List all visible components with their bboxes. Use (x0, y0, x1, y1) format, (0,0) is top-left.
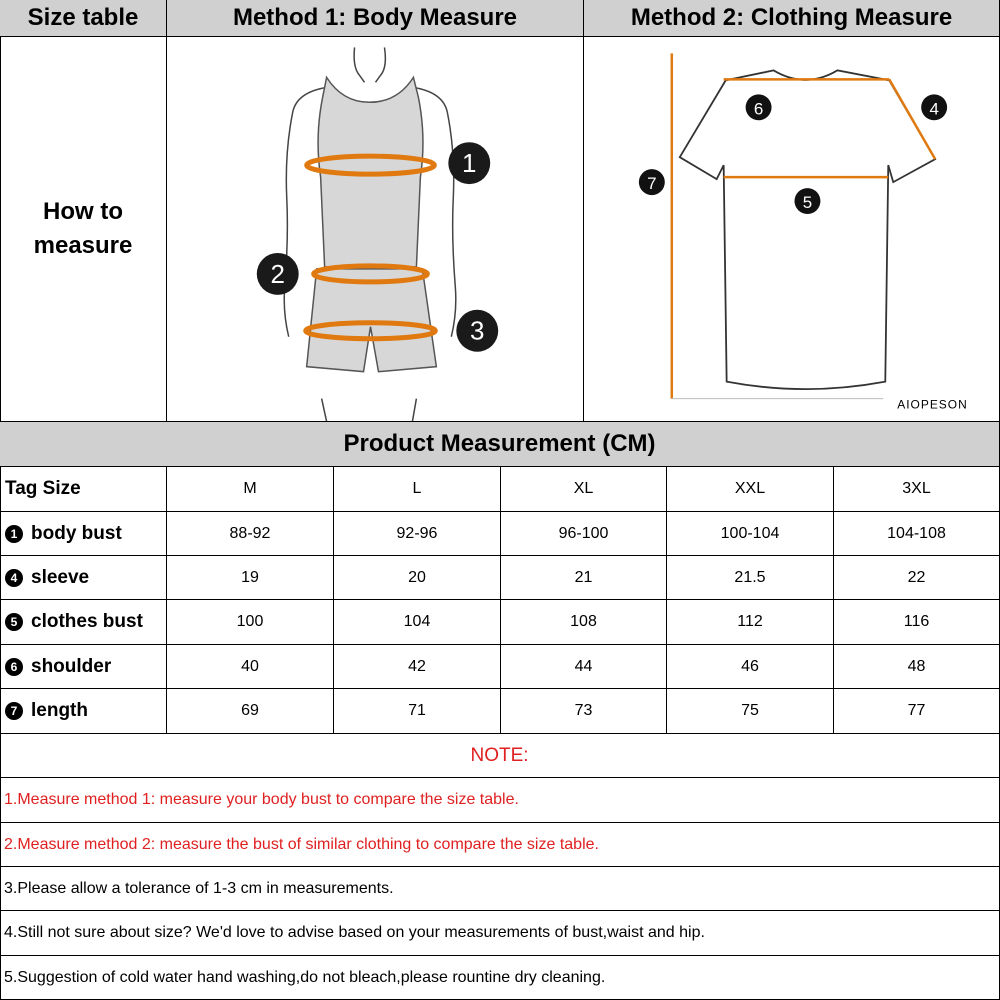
cell-value: 96-100 (558, 524, 609, 542)
number-badge: 7 (5, 702, 23, 720)
row-label-text: shoulder (31, 655, 112, 677)
table-cell (167, 645, 334, 689)
row-label-text: body bust (31, 522, 122, 544)
marker-5-label: 5 (802, 192, 813, 212)
table-cell (501, 689, 667, 734)
table-cell (834, 512, 1000, 556)
note-item (0, 911, 1000, 956)
table-cell (834, 689, 1000, 734)
table-cell (167, 689, 334, 734)
table-cell (834, 645, 1000, 689)
how-to-line2: measure (33, 232, 133, 259)
row-label-shoulder (0, 645, 167, 689)
table-cell (834, 556, 1000, 600)
method1-label: Method 1: Body Measure (232, 4, 518, 31)
note-text: 5.Suggestion of cold water hand washing,do not bleach,please rountine dry cleaning. (4, 968, 606, 986)
tag-size-header (0, 467, 167, 512)
table-cell (667, 689, 834, 734)
size-header-label: XL (573, 480, 594, 497)
marker-7-label: 7 (647, 173, 657, 193)
cell-value: 46 (741, 657, 759, 675)
size-header (501, 467, 667, 512)
number-badge: 1 (5, 525, 23, 543)
cell-value: 112 (737, 613, 763, 630)
row-label-sleeve (0, 556, 167, 600)
table-cell (501, 556, 667, 600)
number-badge: 6 (5, 658, 23, 676)
cell-value: 88-92 (229, 524, 271, 542)
method2-label: Method 2: Clothing Measure (630, 4, 953, 31)
size-header-label: M (243, 480, 257, 497)
size-table-label: Size table (27, 4, 139, 31)
cell-value: 40 (241, 657, 259, 675)
cell-value: 20 (408, 568, 426, 586)
table-cell (501, 600, 667, 645)
size-header (834, 467, 1000, 512)
table-cell (667, 512, 834, 556)
note-title-text: NOTE: (470, 744, 529, 766)
cell-value: 73 (574, 702, 593, 719)
table-cell (667, 600, 834, 645)
tag-size-label: Tag Size (5, 478, 81, 499)
cell-value: 48 (907, 657, 926, 675)
size-header-label: XXL (734, 480, 766, 497)
size-header (667, 467, 834, 512)
table-cell (167, 556, 334, 600)
table-cell (667, 645, 834, 689)
note-title (0, 734, 1000, 778)
table-cell (501, 512, 667, 556)
note-item (0, 956, 1000, 1000)
table-cell (334, 512, 501, 556)
cell-value: 77 (907, 702, 926, 719)
how-to-measure-cell (0, 37, 167, 422)
row-label-text: length (31, 700, 88, 721)
clothing-measure-figure (584, 37, 1000, 422)
body-measure-figure (167, 37, 584, 422)
size-table-header (0, 0, 167, 37)
row-label-clothes-bust (0, 600, 167, 645)
row-label-text: clothes bust (31, 611, 143, 632)
note-text: 3.Please allow a tolerance of 1-3 cm in measurements. (4, 879, 394, 897)
table-cell (167, 600, 334, 645)
size-header-label: 3XL (902, 480, 931, 497)
number-badge: 4 (5, 569, 23, 587)
cell-value: 92-96 (396, 524, 438, 542)
cell-value: 44 (574, 657, 593, 675)
table-cell (167, 512, 334, 556)
marker-3-label: 3 (470, 317, 485, 346)
body-illustration (167, 37, 583, 422)
table-cell (334, 645, 501, 689)
brand-label: AIOPESON (897, 397, 968, 412)
cell-value: 19 (241, 568, 259, 586)
note-item (0, 823, 1000, 867)
cell-value: 21 (574, 568, 593, 586)
marker-2-label: 2 (270, 260, 285, 289)
marker-6-label: 6 (753, 98, 764, 118)
section-title-text: Product Measurement (CM) (343, 430, 656, 457)
cell-value: 104 (403, 613, 431, 630)
size-header (334, 467, 501, 512)
method2-header (584, 0, 1000, 37)
cell-value: 100-104 (720, 524, 780, 542)
cell-value: 71 (408, 702, 426, 719)
note-text: 4.Still not sure about size? We'd love to advise based on your measurements of bust,waist and hip. (4, 924, 705, 941)
row-label-text: sleeve (31, 566, 90, 588)
cell-value: 108 (570, 613, 597, 630)
cell-value: 42 (408, 657, 426, 675)
row-label-length (0, 689, 167, 734)
note-text: 1.Measure method 1: measure your body bust to compare the size table. (4, 791, 519, 808)
note-item (0, 778, 1000, 823)
cell-value: 116 (903, 613, 930, 630)
cell-value: 69 (241, 702, 259, 719)
cell-value: 100 (236, 613, 264, 630)
method1-header (167, 0, 584, 37)
section-title (0, 422, 1000, 467)
how-to-line1: How to (43, 198, 123, 225)
tshirt-illustration (584, 37, 999, 422)
note-item (0, 867, 1000, 911)
table-cell (334, 556, 501, 600)
cell-value: 22 (907, 568, 926, 586)
table-cell (334, 689, 501, 734)
table-cell (334, 600, 501, 645)
marker-1-label: 1 (462, 149, 477, 178)
table-cell (667, 556, 834, 600)
cell-value: 21.5 (734, 568, 766, 586)
row-label-body-bust (0, 512, 167, 556)
size-header (167, 467, 334, 512)
number-badge: 5 (5, 613, 23, 631)
table-cell (834, 600, 1000, 645)
size-header-label: L (412, 480, 422, 497)
note-text: 2.Measure method 2: measure the bust of similar clothing to compare the size table. (4, 835, 599, 853)
cell-value: 75 (741, 702, 759, 719)
marker-4-label: 4 (929, 98, 939, 118)
table-cell (501, 645, 667, 689)
cell-value: 104-108 (887, 524, 946, 542)
